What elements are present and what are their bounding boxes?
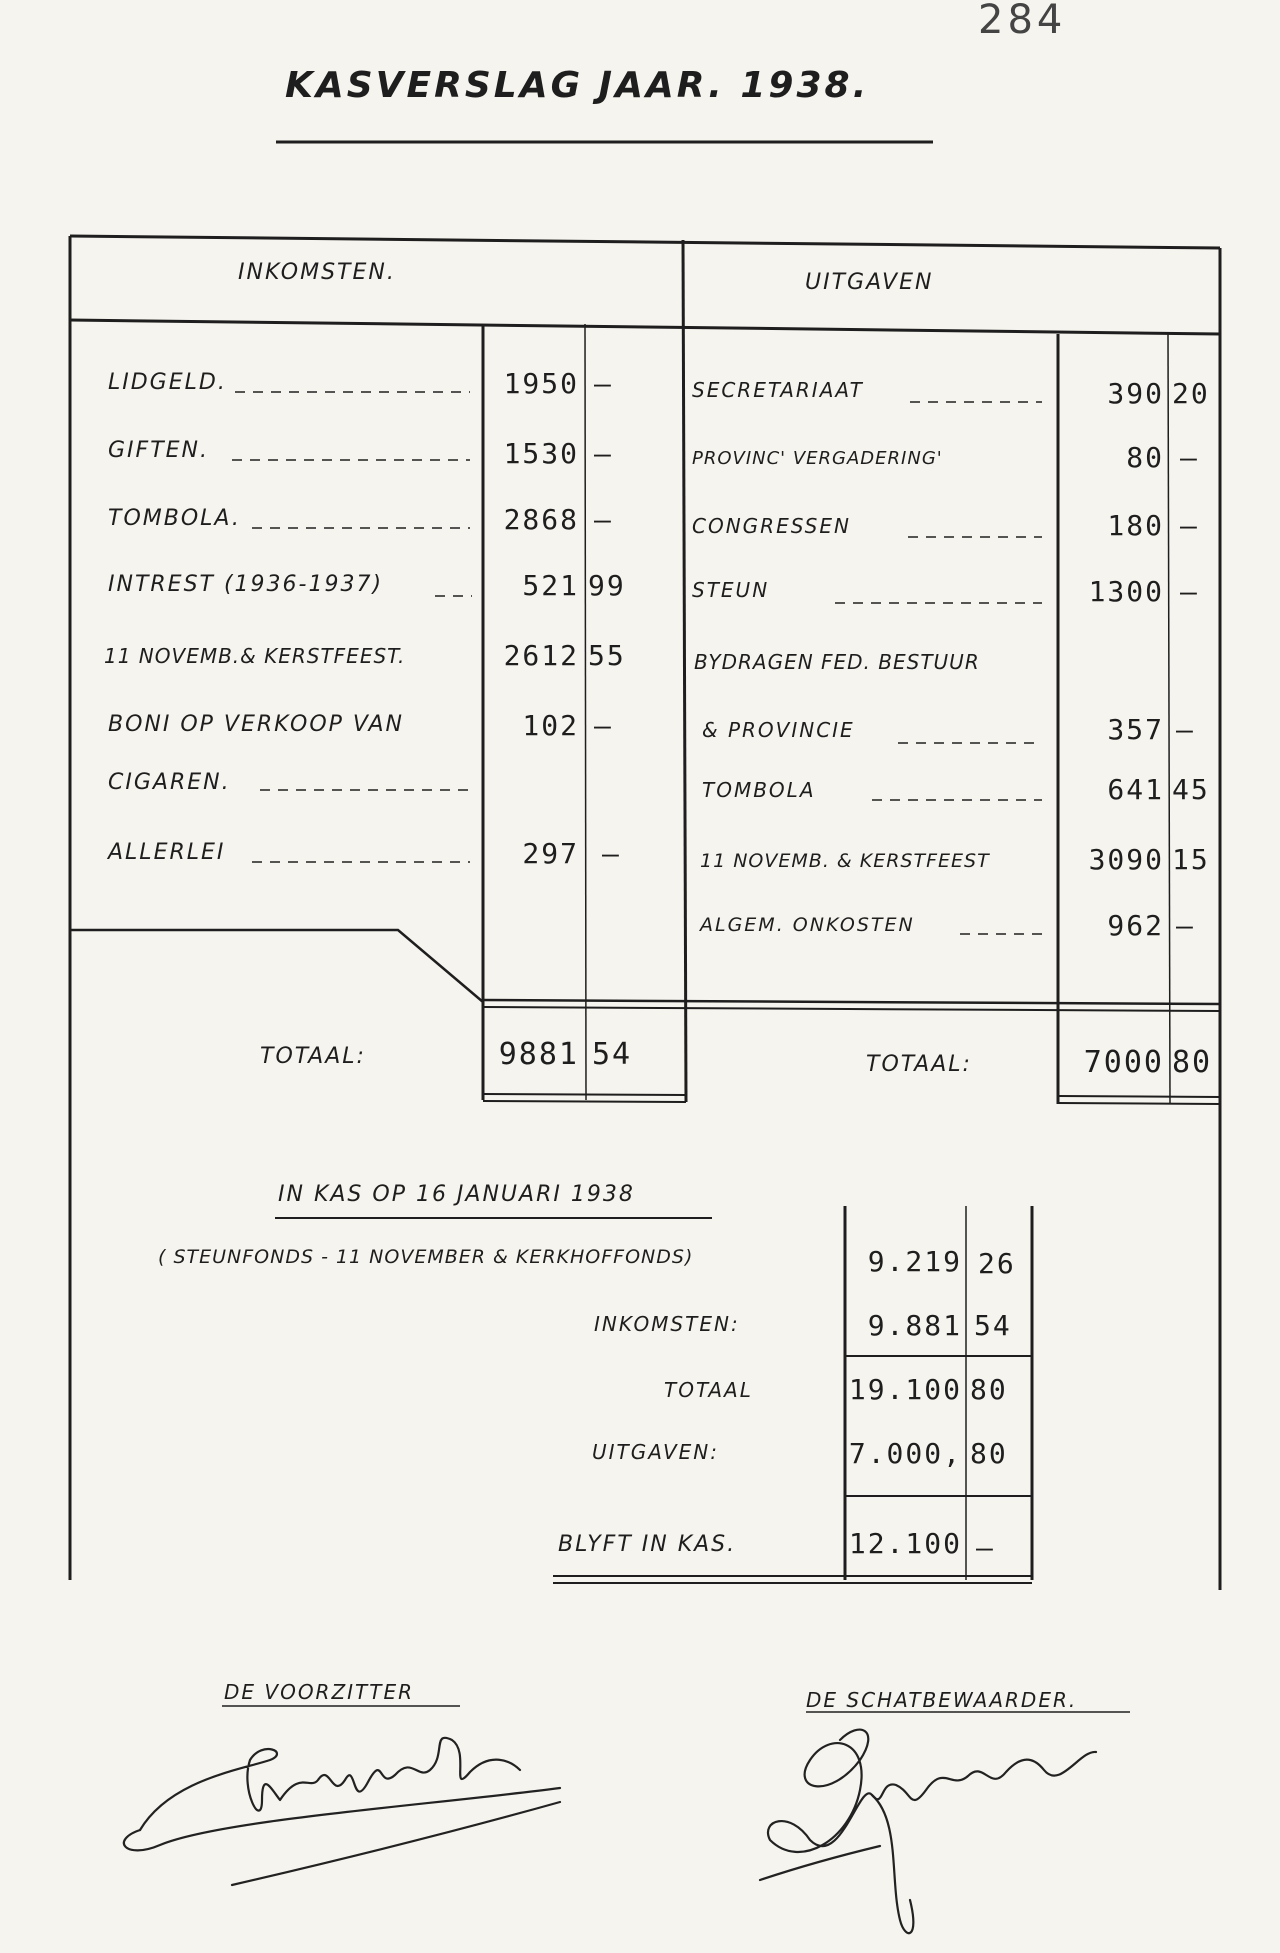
inkomsten-amount-boni: 102	[522, 709, 579, 742]
inkomsten-amount-tombola: 2868	[503, 503, 579, 536]
summary-amount-steunfondsen: 9.219	[867, 1245, 962, 1278]
inkomsten-total-cents: 54	[592, 1037, 633, 1072]
inkomsten-cents-lidgeld: –	[594, 367, 613, 400]
summary-label-blyft: BLYFT IN KAS.	[558, 1532, 737, 1557]
uitgaven-total-cents: 80	[1172, 1045, 1213, 1080]
uitgaven-cents-provinc: –	[1180, 441, 1199, 474]
uitgaven-label-onkosten: ALGEM. ONKOSTEN	[700, 914, 915, 936]
inkomsten-amount-intrest: 521	[522, 569, 579, 602]
inkomsten-label-lidgeld: LIDGELD.	[108, 370, 227, 395]
uitgaven-amount-steun: 1300	[1088, 575, 1164, 608]
summary-amount-uitgaven: 7.000,	[848, 1437, 962, 1470]
page-number: 284	[978, 0, 1067, 43]
summary-label-steunfondsen: ( STEUNFONDS - 11 NOVEMBER & KERKHOFFONDS)	[158, 1246, 694, 1268]
inkomsten-amount-giften: 1530	[503, 437, 579, 470]
uitgaven-label-tombola: TOMBOLA	[702, 778, 816, 802]
summary-cents-steunfondsen: 26	[978, 1247, 1016, 1280]
inkomsten-label-kerstfeest: 11 NOVEMB.& KERSTFEEST.	[104, 644, 406, 668]
uitgaven-label-steun: STEUN	[692, 578, 770, 602]
uitgaven-label-kerstfeest: 11 NOVEMB. & KERSTFEEST	[700, 850, 990, 872]
inkomsten-label-boni: BONI OP VERKOOP VAN	[108, 712, 404, 737]
summary-cents-inkomsten: 54	[974, 1309, 1012, 1342]
inkomsten-label-tombola: TOMBOLA.	[108, 506, 241, 531]
uitgaven-amount-provincie: 357	[1107, 713, 1164, 746]
uitgaven-amount-kerstfeest: 3090	[1088, 843, 1164, 876]
inkomsten-header: INKOMSTEN.	[238, 260, 396, 285]
inkomsten-total-label: TOTAAL:	[260, 1044, 366, 1069]
inkomsten-cents-intrest: 99	[588, 569, 626, 602]
uitgaven-amount-secretariaat: 390	[1107, 377, 1164, 410]
uitgaven-total-amount: 7000	[1083, 1045, 1164, 1080]
page-title: KASVERSLAG JAAR. 1938.	[285, 65, 870, 106]
uitgaven-label-bydragen: BYDRAGEN FED. BESTUUR	[694, 650, 980, 674]
uitgaven-cents-tombola: 45	[1172, 773, 1210, 806]
summary-amount-totaal: 19.100	[848, 1373, 962, 1406]
inkomsten-total-amount: 9881	[498, 1037, 579, 1072]
summary-amount-blyft: 12.100	[848, 1527, 962, 1560]
uitgaven-label-secretariaat: SECRETARIAAT	[692, 378, 864, 402]
inkomsten-cents-boni: –	[594, 709, 613, 742]
inkomsten-cents-allerlei: –	[602, 837, 621, 870]
inkomsten-amount-allerlei: 297	[522, 837, 579, 870]
uitgaven-header: UITGAVEN	[805, 270, 934, 295]
uitgaven-cents-provincie: –	[1176, 713, 1195, 746]
summary-cents-totaal: 80	[970, 1373, 1008, 1406]
uitgaven-amount-onkosten: 962	[1107, 909, 1164, 942]
uitgaven-cents-secretariaat: 20	[1172, 377, 1210, 410]
summary-label-inkomsten: INKOMSTEN:	[594, 1312, 740, 1336]
inkomsten-cents-kerstfeest: 55	[588, 639, 626, 672]
uitgaven-total-label: TOTAAL:	[866, 1052, 972, 1077]
summary-amount-inkomsten: 9.881	[867, 1309, 962, 1342]
summary-label-uitgaven: UITGAVEN:	[592, 1440, 719, 1464]
uitgaven-amount-congressen: 180	[1107, 509, 1164, 542]
inkomsten-label-giften: GIFTEN.	[108, 438, 209, 463]
uitgaven-label-provincie: & PROVINCIE	[702, 718, 855, 742]
summary-cents-blyft: –	[976, 1531, 995, 1564]
inkomsten-amount-lidgeld: 1950	[503, 367, 579, 400]
uitgaven-cents-congressen: –	[1180, 509, 1199, 542]
inkomsten-label-allerlei: ALLERLEI	[108, 840, 226, 865]
signature-title-schatbewaarder: DE SCHATBEWAARDER.	[806, 1688, 1078, 1712]
summary-label-totaal: TOTAAL	[664, 1378, 753, 1402]
inkomsten-cents-giften: –	[594, 437, 613, 470]
inkomsten-amount-kerstfeest: 2612	[503, 639, 579, 672]
inkomsten-cents-tombola: –	[594, 503, 613, 536]
uitgaven-label-congressen: CONGRESSEN	[692, 514, 851, 538]
uitgaven-cents-kerstfeest: 15	[1172, 843, 1210, 876]
uitgaven-cents-onkosten: –	[1176, 909, 1195, 942]
uitgaven-amount-provinc: 80	[1126, 441, 1164, 474]
inkomsten-label-intrest: INTREST (1936-1937)	[108, 572, 384, 597]
inkomsten-label-cigaren: CIGAREN.	[108, 770, 231, 795]
uitgaven-label-provinc: PROVINC' VERGADERING'	[692, 448, 943, 469]
summary-cents-uitgaven: 80	[970, 1437, 1008, 1470]
signature-title-voorzitter: DE VOORZITTER	[224, 1680, 415, 1704]
uitgaven-amount-tombola: 641	[1107, 773, 1164, 806]
summary-heading: IN KAS OP 16 JANUARI 1938	[278, 1182, 635, 1207]
uitgaven-cents-steun: –	[1180, 575, 1199, 608]
